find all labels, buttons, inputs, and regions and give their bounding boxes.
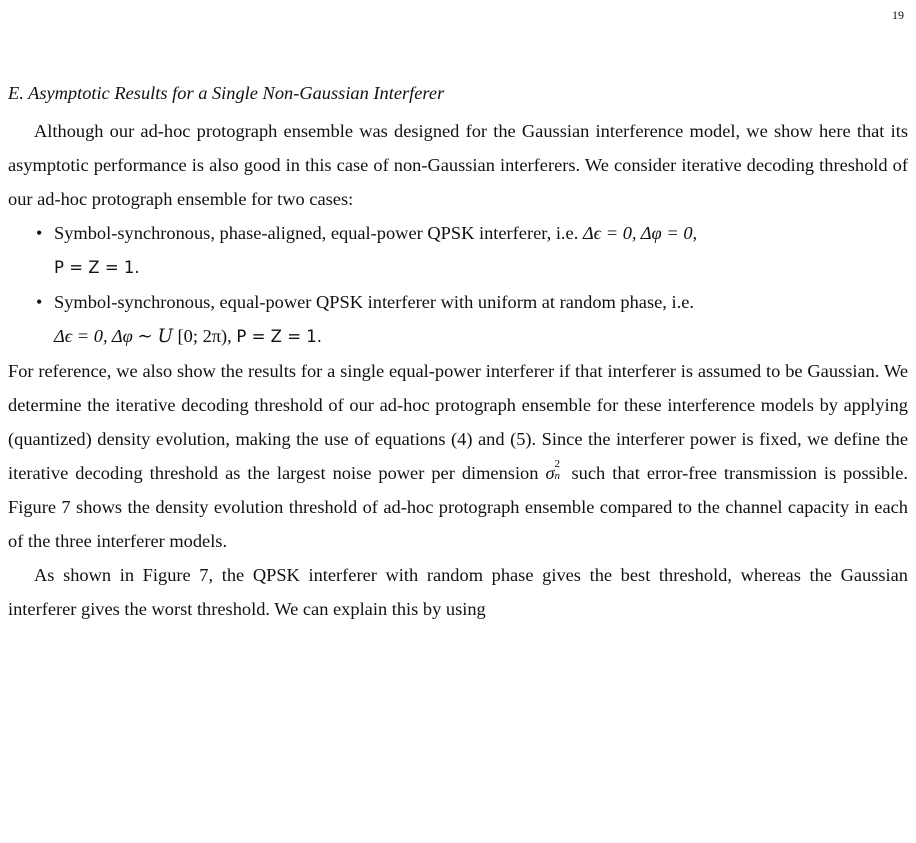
bullet-math: Δϵ = 0, Δφ = 0, xyxy=(582,223,698,243)
page-number: 19 xyxy=(892,8,904,22)
sigma-symbol: σ xyxy=(545,463,555,483)
bullet-math: [0; 2π), xyxy=(172,326,237,346)
bullet-math: P = Z = 1. xyxy=(236,327,323,346)
list-item xyxy=(34,216,908,285)
sigma-subscript: n xyxy=(554,470,561,482)
sigma-scripts xyxy=(554,458,565,482)
bullet-icon: • xyxy=(36,223,43,243)
bullet-icon: • xyxy=(36,292,43,312)
paragraph-intro: Although our ad-hoc protograph ensemble was designed for the Gaussian interference model, we show here that its asymptotic performance is also good in this case of non-Gaussian interferers. We consider iterative decoding threshold of our ad-hoc protograph ensemble for two cases: xyxy=(8,121,908,209)
paragraph-text: such that error-free transmission is possible. Figure 7 shows the density evolution threshold of ad-hoc protograph ensemble compared to the channel capacity in each of the three interferer models. xyxy=(8,463,908,551)
paragraph-text: For reference, we also show the results for a single equal-power interferer if that interferer is assumed to be Gaussian. We determine the iterative decoding threshold of our ad-hoc protograph ensemble for these interference models by applying (quantized) density evolution, making the use of equations (4) and (5). Since the interferer power is fixed, we define the iterative decoding threshold as the largest noise power per dimension xyxy=(8,361,908,483)
bullet-text: Symbol-synchronous, phase-aligned, equal-power QPSK interferer, i.e. xyxy=(54,223,583,243)
paragraph-results: As shown in Figure 7, the QPSK interferer with random phase gives the best threshold, whereas the Gaussian interferer gives the worst threshold. We can explain this by using xyxy=(8,565,908,619)
list-item xyxy=(34,285,908,354)
bullet-math: U xyxy=(157,326,173,347)
section-heading: E. Asymptotic Results for a Single Non-Gaussian Interferer xyxy=(8,83,445,103)
bullet-text: Symbol-synchronous, equal-power QPSK interferer with uniform at random phase, i.e. xyxy=(54,292,694,312)
page-content xyxy=(8,76,908,626)
bullet-math: Δϵ = 0, Δφ ∼ xyxy=(54,326,158,346)
paragraph-reference xyxy=(8,354,908,558)
case-list xyxy=(8,216,908,354)
sigma-superscript: 2 xyxy=(554,458,561,470)
bullet-math: P = Z = 1. xyxy=(54,258,140,277)
